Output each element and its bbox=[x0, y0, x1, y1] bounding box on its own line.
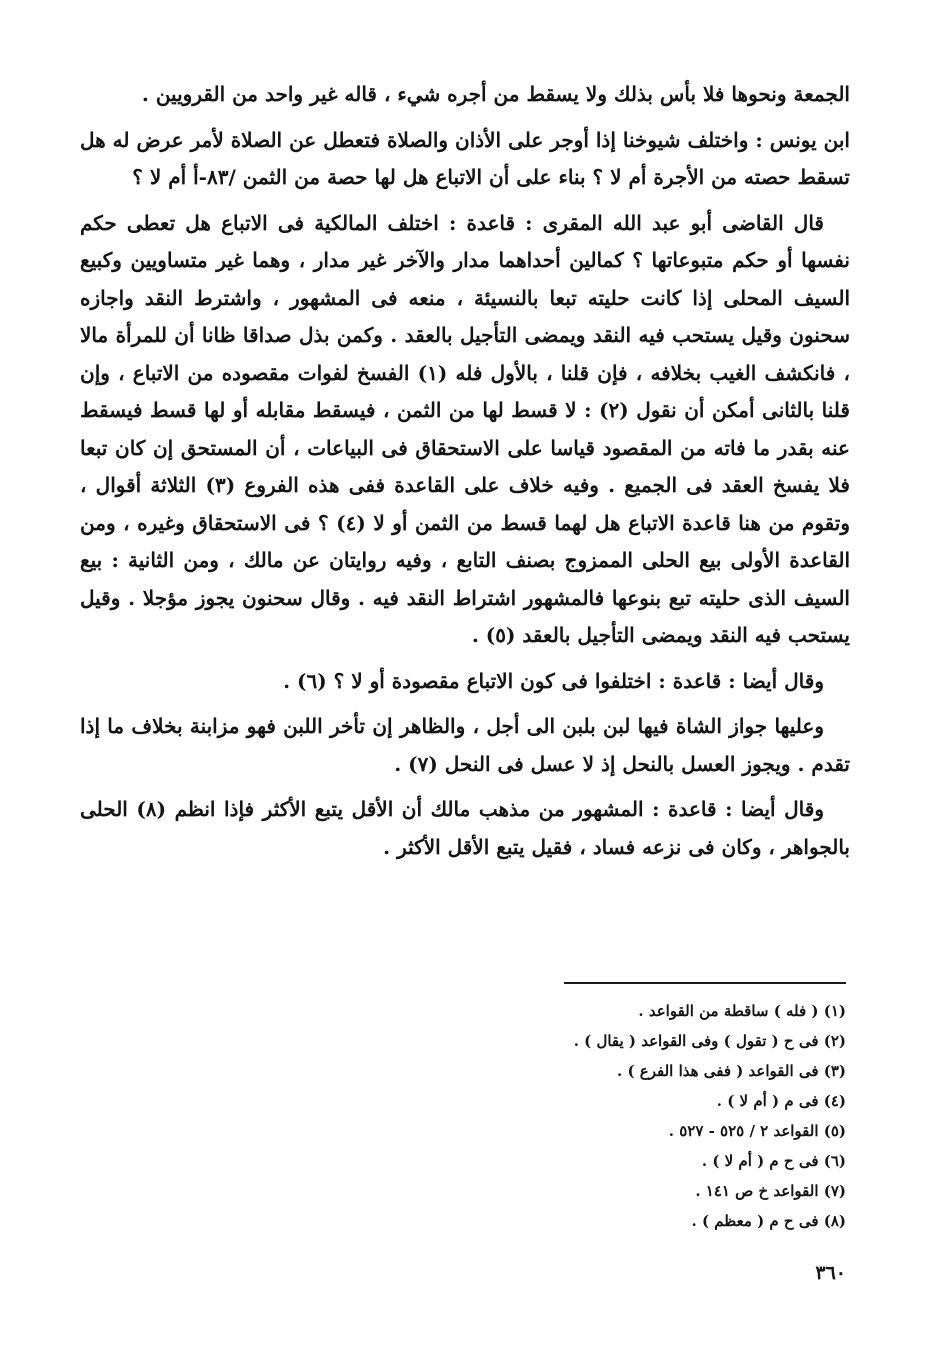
footnote-3: (٣) فى القواعد ( ففى هذا الفرع ) . bbox=[617, 1062, 846, 1080]
footnote-2: (٢) فى ح ( تقول ) وفى القواعد ( يقال ) . bbox=[573, 1032, 846, 1050]
footnote-divider bbox=[564, 982, 846, 984]
paragraph-4: وقال أيضا : قاعدة : اختلفوا فى كون الاتباع مقصودة أو لا ؟ (٦) . bbox=[283, 668, 824, 693]
footnote-7: (٧) القواعد خ ص ١٤١ . bbox=[695, 1182, 846, 1200]
page-body bbox=[80, 76, 850, 1306]
footnote-8: (٨) فى ح م ( معظم ) . bbox=[691, 1212, 846, 1230]
paragraph-5: وعليها جواز الشاة فيها لبن بلبن الى أجل ، والظاهر إن تأخر اللبن فهو مزابنة بخلاف ما إذا تقدم . ويجوز العسل بالنحل إذ لا عسل فى النحل (٧) . bbox=[80, 714, 850, 776]
footnote-5: (٥) القواعد ٢ / ٥٢٥ - ٥٢٧ . bbox=[668, 1122, 846, 1140]
footnote-6: (٦) فى ح م ( أم لا ) . bbox=[701, 1152, 846, 1170]
paragraph-3: قال القاضى أبو عبد الله المقرى : قاعدة : اختلف المالكية فى الاتباع هل تعطى حكم نفسها أو حكم متبوعاتها ؟ كمالين أحداهما مدار والآخر غير مدار ، وهما غير متساويين وكبيع السيف المحلى إذا كانت حليته تبعا بالنسيئة ، منعه فى المشهور ، واشترط النقد واجازه سحنون وقيل يستحب فيه النقد ويمضى التأجيل بالعقد . وكمن بذل صداقا ظانا أن للمرأة مالا ، فانكشف الغيب بخلافه ، فإن قلنا ، بالأول فله (١) الفسخ لفوات مقصوده من الاتباع ، وإن قلنا بالثانى أمكن أن نقول (٢) : لا قسط لها من الثمن ، فيسقط مقابله أو لها قسط فيسقط عنه بقدر ما فاته من المقصود قياسا على الاستحقاق فى البياعات ، أن المستحق إن كان تبعا فلا يفسخ العقد فى الجميع . وفيه خلاف على القاعدة ففى هذه الفروع (٣) الثلاثة أقوال ، وتقوم من هنا قاعدة الاتباع هل لهما قسط من الثمن أو لا (٤) ؟ فى الاستحقاق وغيره ، ومن القاعدة الأولى بيع الحلى الممزوج بصنف التابع ، وفيه روايتان عن مالك ، ومن الثانية : بيع السيف الذى حليته تبع بنوعها فالمشهور اشتراط النقد فيه . وقال سحنون يجوز مؤجلا . وقيل يستحب فيه النقد ويمضى التأجيل بالعقد (٥) . bbox=[80, 210, 850, 647]
footnote-4: (٤) فى م ( أم لا ) . bbox=[716, 1092, 846, 1110]
footnote-1: (١) ( فله ) ساقطة من القواعد . bbox=[638, 1002, 846, 1020]
paragraph-1: الجمعة ونحوها فلا بأس بذلك ولا يسقط من أجره شيء ، قاله غير واحد من القرويين . bbox=[141, 82, 850, 106]
page-number: ٣٦٠ bbox=[815, 1262, 846, 1284]
paragraph-2: ابن يونس : واختلف شيوخنا إذا أوجر على الأذان والصلاة فتعطل عن الصلاة لأمر عرض له هل تسقط حصته من الأجرة أم لا ؟ بناء على أن الاتباع هل لها حصة من الثمن /٨٣-أ أم لا ؟ bbox=[80, 127, 850, 189]
paragraph-6: وقال أيضا : قاعدة : المشهور من مذهب مالك أن الأقل يتبع الأكثر فإذا انظم (٨) الحلى بالجواهر ، وكان فى نزعه فساد ، فقيل يتبع الأقل الأكثر . bbox=[80, 797, 850, 859]
footnotes bbox=[80, 996, 850, 1236]
